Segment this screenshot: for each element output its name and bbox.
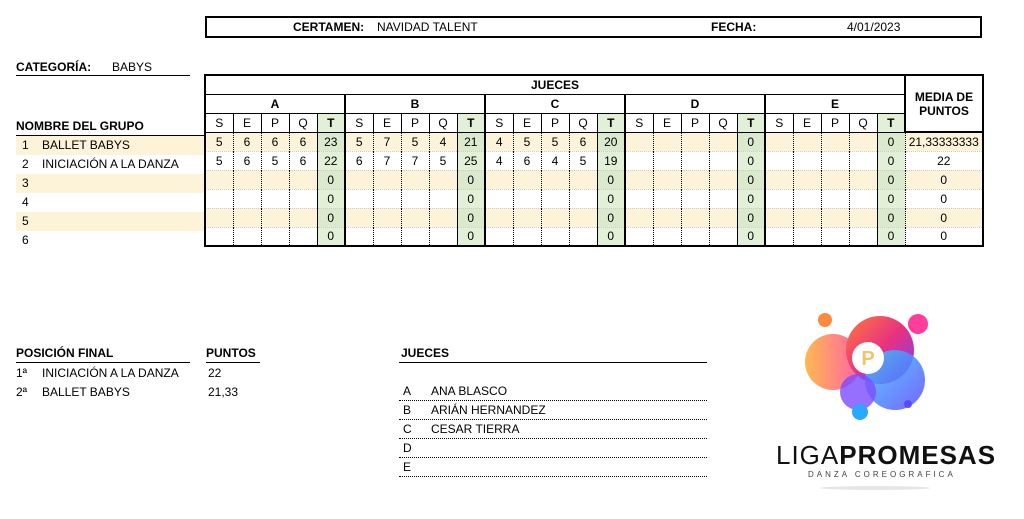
score-cell bbox=[709, 151, 737, 170]
score-cell bbox=[681, 151, 709, 170]
score-cell bbox=[429, 227, 457, 246]
score-cell bbox=[849, 227, 877, 246]
score-cell bbox=[849, 189, 877, 208]
score-cell: 0 bbox=[317, 227, 345, 246]
score-cell: 6 bbox=[569, 132, 597, 151]
score-cell bbox=[429, 208, 457, 227]
score-cell bbox=[205, 208, 233, 227]
score-cell: 5 bbox=[401, 132, 429, 151]
subcolumn-header: T bbox=[737, 113, 765, 132]
score-cell bbox=[261, 170, 289, 189]
judge-letter: C bbox=[403, 422, 412, 436]
score-cell bbox=[401, 189, 429, 208]
fecha-value: 4/01/2023 bbox=[847, 20, 901, 34]
score-cell bbox=[821, 170, 849, 189]
score-cell bbox=[793, 189, 821, 208]
category-label: CATEGORÍA: bbox=[16, 60, 92, 74]
score-cell: 19 bbox=[597, 151, 625, 170]
score-cell: 6 bbox=[345, 151, 373, 170]
score-cell bbox=[373, 227, 401, 246]
judge-name: ANA BLASCO bbox=[431, 384, 508, 398]
score-cell bbox=[541, 189, 569, 208]
score-cell bbox=[205, 227, 233, 246]
media-cell: 22 bbox=[905, 151, 983, 170]
score-cell bbox=[681, 132, 709, 151]
score-cell bbox=[709, 227, 737, 246]
score-cell bbox=[513, 227, 541, 246]
score-cell bbox=[205, 170, 233, 189]
score-cell: 6 bbox=[289, 151, 317, 170]
header-box bbox=[205, 16, 982, 38]
score-cell: 0 bbox=[597, 208, 625, 227]
score-cell bbox=[289, 170, 317, 189]
category-line bbox=[16, 60, 190, 76]
judge-header: D bbox=[625, 94, 765, 113]
score-cell bbox=[345, 189, 373, 208]
score-cell: 7 bbox=[373, 132, 401, 151]
subcolumn-header: P bbox=[681, 113, 709, 132]
score-cell bbox=[653, 132, 681, 151]
score-cell bbox=[653, 170, 681, 189]
group-name-row bbox=[16, 212, 204, 231]
score-cell bbox=[345, 227, 373, 246]
score-cell bbox=[765, 208, 793, 227]
score-cell bbox=[625, 208, 653, 227]
score-cell bbox=[261, 189, 289, 208]
score-cell bbox=[485, 227, 513, 246]
score-cell: 0 bbox=[317, 208, 345, 227]
final-position-points: 22 bbox=[208, 366, 222, 380]
subcolumn-header: E bbox=[793, 113, 821, 132]
score-cell: 22 bbox=[317, 151, 345, 170]
score-cell bbox=[513, 208, 541, 227]
score-cell: 21 bbox=[457, 132, 485, 151]
score-cell bbox=[233, 170, 261, 189]
score-cell bbox=[289, 208, 317, 227]
logo-wordmark bbox=[776, 440, 996, 471]
subcolumn-header: Q bbox=[849, 113, 877, 132]
group-name-header: NOMBRE DEL GRUPO bbox=[16, 119, 144, 133]
table-row bbox=[205, 132, 983, 151]
subcolumn-header: P bbox=[541, 113, 569, 132]
score-cell bbox=[793, 208, 821, 227]
score-cell bbox=[653, 208, 681, 227]
score-cell: 0 bbox=[597, 227, 625, 246]
score-cell bbox=[625, 189, 653, 208]
jueces-header: JUECES bbox=[205, 75, 905, 94]
score-cell bbox=[793, 227, 821, 246]
subcolumn-header: T bbox=[457, 113, 485, 132]
score-cell bbox=[793, 132, 821, 151]
final-position-header: POSICIÓN FINAL bbox=[16, 346, 114, 360]
subcolumn-header: Q bbox=[429, 113, 457, 132]
score-cell bbox=[569, 170, 597, 189]
score-cell bbox=[485, 170, 513, 189]
score-cell: 23 bbox=[317, 132, 345, 151]
group-name-row bbox=[16, 136, 204, 155]
score-cell bbox=[765, 170, 793, 189]
subcolumn-header: E bbox=[513, 113, 541, 132]
judges-list-divider bbox=[399, 362, 707, 363]
logo-shadow bbox=[820, 486, 930, 490]
score-cell: 6 bbox=[289, 132, 317, 151]
group-name-row bbox=[16, 174, 204, 193]
score-cell bbox=[261, 227, 289, 246]
judge-list-row bbox=[399, 458, 707, 477]
table-row bbox=[205, 189, 983, 208]
judge-letter: D bbox=[403, 441, 412, 455]
score-cell bbox=[793, 170, 821, 189]
score-cell bbox=[849, 208, 877, 227]
score-cell bbox=[681, 170, 709, 189]
score-cell: 6 bbox=[261, 132, 289, 151]
media-cell: 0 bbox=[905, 170, 983, 189]
score-cell: 0 bbox=[877, 208, 905, 227]
table-row bbox=[205, 170, 983, 189]
media-cell: 21,33333333 bbox=[905, 132, 983, 151]
score-cell bbox=[709, 132, 737, 151]
judge-letters-row bbox=[205, 94, 983, 113]
score-cell bbox=[653, 227, 681, 246]
score-cell bbox=[205, 189, 233, 208]
score-cell bbox=[485, 208, 513, 227]
score-cell bbox=[569, 189, 597, 208]
points-header: PUNTOS bbox=[206, 346, 256, 360]
subcolumn-header: S bbox=[765, 113, 793, 132]
subcolumn-header: Q bbox=[289, 113, 317, 132]
score-cell: 6 bbox=[233, 151, 261, 170]
logo-text-light: LIGA bbox=[776, 440, 840, 470]
score-cell: 0 bbox=[457, 170, 485, 189]
score-cell: 7 bbox=[373, 151, 401, 170]
score-cell: 0 bbox=[737, 208, 765, 227]
score-cell bbox=[541, 170, 569, 189]
score-cell bbox=[821, 189, 849, 208]
score-cell bbox=[625, 227, 653, 246]
subcolumn-header: T bbox=[877, 113, 905, 132]
judge-header: B bbox=[345, 94, 485, 113]
logo-mark: P bbox=[861, 348, 875, 370]
subcolumn-header: E bbox=[653, 113, 681, 132]
score-cell: 6 bbox=[233, 132, 261, 151]
subcolumn-header: E bbox=[233, 113, 261, 132]
score-cell bbox=[513, 170, 541, 189]
group-number: 6 bbox=[22, 233, 29, 247]
subcolumn-header: S bbox=[345, 113, 373, 132]
judge-header: C bbox=[485, 94, 625, 113]
final-position-points: 21,33 bbox=[208, 385, 239, 399]
media-cell: 0 bbox=[905, 227, 983, 246]
scores-table bbox=[204, 74, 984, 247]
table-row bbox=[205, 208, 983, 227]
subcolumn-header: T bbox=[597, 113, 625, 132]
score-cell: 0 bbox=[317, 170, 345, 189]
score-cell: 0 bbox=[737, 132, 765, 151]
score-cell bbox=[625, 132, 653, 151]
score-cell: 5 bbox=[513, 132, 541, 151]
score-cell bbox=[233, 208, 261, 227]
score-cell bbox=[401, 208, 429, 227]
final-position-rank: 2ª bbox=[16, 385, 28, 399]
judge-letter: B bbox=[403, 403, 412, 417]
score-cell bbox=[261, 208, 289, 227]
final-position-name: INICIACIÓN A LA DANZA bbox=[42, 366, 179, 380]
score-cell: 0 bbox=[877, 151, 905, 170]
score-cell: 5 bbox=[569, 151, 597, 170]
judge-header: A bbox=[205, 94, 345, 113]
score-cell bbox=[849, 151, 877, 170]
score-cell: 5 bbox=[541, 132, 569, 151]
points-divider bbox=[206, 362, 260, 363]
score-cell bbox=[345, 170, 373, 189]
score-cell: 0 bbox=[737, 170, 765, 189]
score-cell bbox=[849, 132, 877, 151]
score-cell bbox=[765, 151, 793, 170]
group-number: 4 bbox=[22, 195, 29, 209]
score-cell: 0 bbox=[737, 227, 765, 246]
media-header-line1: MEDIA DE bbox=[914, 89, 974, 104]
group-name-row bbox=[16, 231, 204, 250]
media-header bbox=[905, 75, 983, 132]
judges-list-header: JUECES bbox=[401, 346, 450, 360]
score-cell: 4 bbox=[429, 132, 457, 151]
final-position-name: BALLET BABYS bbox=[42, 385, 130, 399]
score-cell: 4 bbox=[541, 151, 569, 170]
final-position-rank: 1ª bbox=[16, 366, 28, 380]
fecha-label: FECHA: bbox=[711, 20, 757, 34]
score-cell: 0 bbox=[877, 132, 905, 151]
score-cell: 20 bbox=[597, 132, 625, 151]
score-cell bbox=[569, 227, 597, 246]
group-name-row bbox=[16, 155, 204, 174]
jueces-header-row bbox=[205, 75, 983, 94]
score-cell bbox=[793, 151, 821, 170]
score-cell: 0 bbox=[597, 189, 625, 208]
score-cell: 6 bbox=[513, 151, 541, 170]
score-cell bbox=[653, 189, 681, 208]
subcolumn-header: Q bbox=[709, 113, 737, 132]
judge-letter: A bbox=[403, 384, 412, 398]
score-cell bbox=[709, 170, 737, 189]
score-cell bbox=[345, 208, 373, 227]
score-cell bbox=[429, 189, 457, 208]
score-cell bbox=[821, 132, 849, 151]
subcolumns-row bbox=[205, 113, 983, 132]
group-name: BALLET BABYS bbox=[42, 138, 130, 152]
score-cell bbox=[653, 151, 681, 170]
score-cell: 0 bbox=[877, 189, 905, 208]
certamen-value: NAVIDAD TALENT bbox=[377, 20, 478, 34]
score-cell: 0 bbox=[737, 189, 765, 208]
score-cell bbox=[569, 208, 597, 227]
score-cell: 0 bbox=[877, 227, 905, 246]
group-name: INICIACIÓN A LA DANZA bbox=[42, 157, 179, 171]
subcolumn-header: S bbox=[205, 113, 233, 132]
score-cell: 0 bbox=[457, 208, 485, 227]
score-cell bbox=[289, 227, 317, 246]
score-cell: 5 bbox=[345, 132, 373, 151]
score-cell: 0 bbox=[457, 227, 485, 246]
score-cell bbox=[513, 189, 541, 208]
score-cell bbox=[765, 227, 793, 246]
judge-name: ARIÁN HERNANDEZ bbox=[431, 403, 546, 417]
score-cell: 5 bbox=[205, 132, 233, 151]
judge-list-row bbox=[399, 420, 707, 439]
score-cell bbox=[765, 132, 793, 151]
score-cell bbox=[401, 227, 429, 246]
score-cell bbox=[709, 208, 737, 227]
score-cell: 0 bbox=[737, 151, 765, 170]
subcolumn-header: S bbox=[485, 113, 513, 132]
group-name-row bbox=[16, 193, 204, 212]
subcolumn-header: T bbox=[317, 113, 345, 132]
media-header-line2: PUNTOS bbox=[919, 103, 969, 118]
score-cell bbox=[541, 227, 569, 246]
score-cell bbox=[681, 189, 709, 208]
judge-list-row bbox=[399, 401, 707, 420]
logo-text-bold: PROMESAS bbox=[839, 440, 997, 470]
score-cell bbox=[541, 208, 569, 227]
score-cell bbox=[765, 189, 793, 208]
subcolumn-header: P bbox=[821, 113, 849, 132]
score-cell bbox=[849, 170, 877, 189]
table-row bbox=[205, 151, 983, 170]
subcolumn-header: P bbox=[261, 113, 289, 132]
group-number: 5 bbox=[22, 214, 29, 228]
score-cell bbox=[681, 227, 709, 246]
final-position-divider bbox=[16, 362, 190, 363]
score-cell bbox=[821, 208, 849, 227]
score-cell: 0 bbox=[317, 189, 345, 208]
subcolumn-header: E bbox=[373, 113, 401, 132]
score-cell bbox=[233, 227, 261, 246]
media-cell: 0 bbox=[905, 189, 983, 208]
judge-letter: E bbox=[403, 460, 412, 474]
category-value: BABYS bbox=[112, 60, 153, 74]
score-cell: 4 bbox=[485, 132, 513, 151]
score-cell bbox=[625, 170, 653, 189]
score-cell bbox=[373, 189, 401, 208]
score-cell bbox=[289, 189, 317, 208]
score-cell: 5 bbox=[205, 151, 233, 170]
score-cell: 7 bbox=[401, 151, 429, 170]
score-cell: 0 bbox=[597, 170, 625, 189]
table-row bbox=[205, 227, 983, 246]
score-cell: 0 bbox=[457, 189, 485, 208]
judge-list-row bbox=[399, 382, 707, 401]
media-cell: 0 bbox=[905, 208, 983, 227]
subcolumn-header: P bbox=[401, 113, 429, 132]
score-cell: 4 bbox=[485, 151, 513, 170]
score-cell bbox=[625, 151, 653, 170]
score-cell bbox=[233, 189, 261, 208]
judge-name: CESAR TIERRA bbox=[431, 422, 520, 436]
group-number: 1 bbox=[22, 138, 29, 152]
score-cell bbox=[681, 208, 709, 227]
judge-list-row bbox=[399, 439, 707, 458]
score-cell: 5 bbox=[429, 151, 457, 170]
score-cell bbox=[485, 189, 513, 208]
score-cell bbox=[709, 189, 737, 208]
score-cell bbox=[821, 227, 849, 246]
group-number: 2 bbox=[22, 157, 29, 171]
score-cell bbox=[401, 170, 429, 189]
score-cell bbox=[429, 170, 457, 189]
score-cell bbox=[373, 208, 401, 227]
logo-subtitle: DANZA COREOGRAFICA bbox=[808, 470, 956, 479]
score-cell bbox=[821, 151, 849, 170]
subcolumn-header: Q bbox=[569, 113, 597, 132]
score-cell bbox=[373, 170, 401, 189]
score-cell: 0 bbox=[877, 170, 905, 189]
score-cell: 5 bbox=[261, 151, 289, 170]
subcolumn-header: S bbox=[625, 113, 653, 132]
score-cell: 25 bbox=[457, 151, 485, 170]
certamen-label: CERTAMEN: bbox=[293, 20, 365, 34]
judge-header: E bbox=[765, 94, 905, 113]
group-number: 3 bbox=[22, 176, 29, 190]
